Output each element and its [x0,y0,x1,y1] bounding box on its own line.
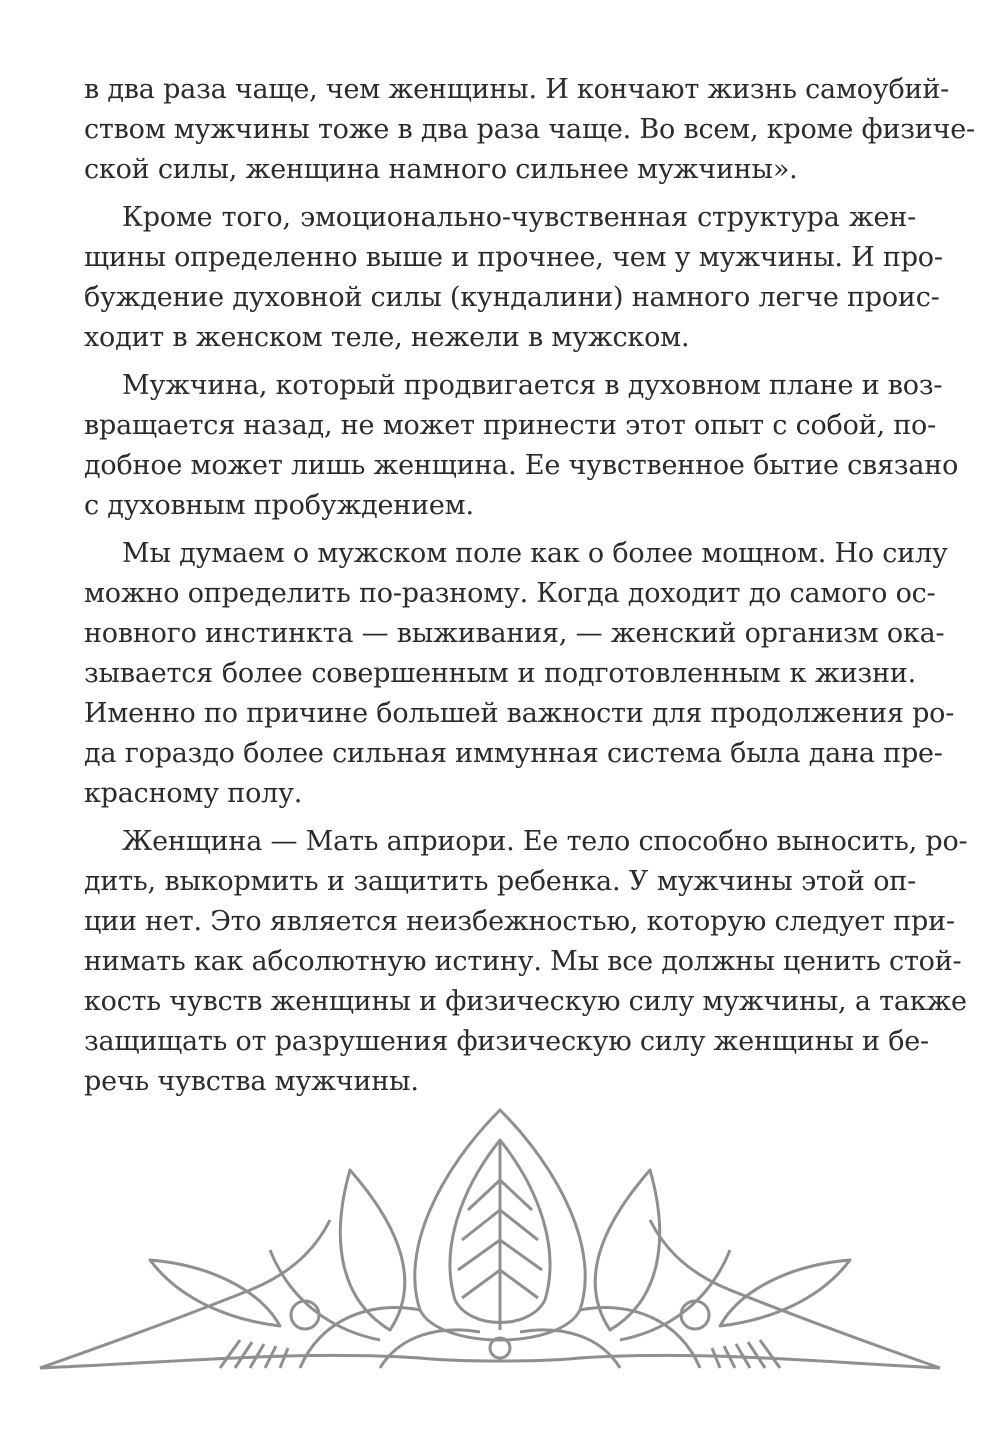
page-text [84,70,975,1102]
text-line: в два раза чаще, чем женщины. И кончают жизнь самоубий- [84,74,950,105]
text-line: Мы думаем о мужском поле как о более мощном. Но силу [122,538,948,569]
text-line: красному полу. [84,778,303,809]
text-line: ской силы, женщина намного сильнее мужчины». [84,154,798,185]
text-line: с духовным пробуждением. [84,490,474,521]
paragraph-3 [84,366,959,526]
text-line: ции нет. Это является неизбежностью, которую следует при- [84,906,955,937]
paragraph-2 [84,198,943,358]
text-line: ходит в женском теле, нежели в мужском. [84,322,690,353]
text-line: речь чувства мужчины. [84,1066,419,1097]
text-line: да гораздо более сильная иммунная система была дана пре- [84,738,943,769]
text-line: Мужчина, который продвигается в духовном плане и воз- [122,370,943,401]
text-line: щины определенно выше и прочнее, чем у мужчины. И про- [84,242,943,273]
text-line: можно определить по-разному. Когда доходит до самого ос- [84,578,936,609]
text-line: буждение духовной силы (кундалини) намного легче проис- [84,282,940,313]
text-line: защищать от разрушения физическую силу женщины и бе- [84,1026,929,1057]
mandala-ornament-icon [0,1100,1000,1430]
text-line: вращается назад, не может принести этот опыт с собой, по- [84,410,936,441]
paragraph-4 [84,534,955,814]
paragraph-5 [84,822,968,1102]
text-line: Кроме того, эмоционально-чувственная структура жен- [122,202,916,233]
text-line: Женщина — Мать априори. Ее тело способно выносить, ро- [122,826,968,857]
text-line: дить, выкормить и защитить ребенка. У мужчины этой оп- [84,866,916,897]
text-line: добное может лишь женщина. Ее чувственное бытие связано [84,450,959,481]
text-line: нимать как абсолютную истину. Мы все должны ценить стой- [84,946,962,977]
text-line: Именно по причине большей важности для продолжения ро- [84,698,955,729]
paragraph-1 [84,70,975,190]
text-line: новного инстинкта — выживания, — женский организм ока- [84,618,945,649]
text-line: зывается более совершенным и подготовленным к жизни. [84,658,916,689]
text-line: кость чувств женщины и физическую силу мужчины, а также [84,986,967,1017]
text-line: ством мужчины тоже в два раза чаще. Во всем, кроме физиче- [84,114,975,145]
